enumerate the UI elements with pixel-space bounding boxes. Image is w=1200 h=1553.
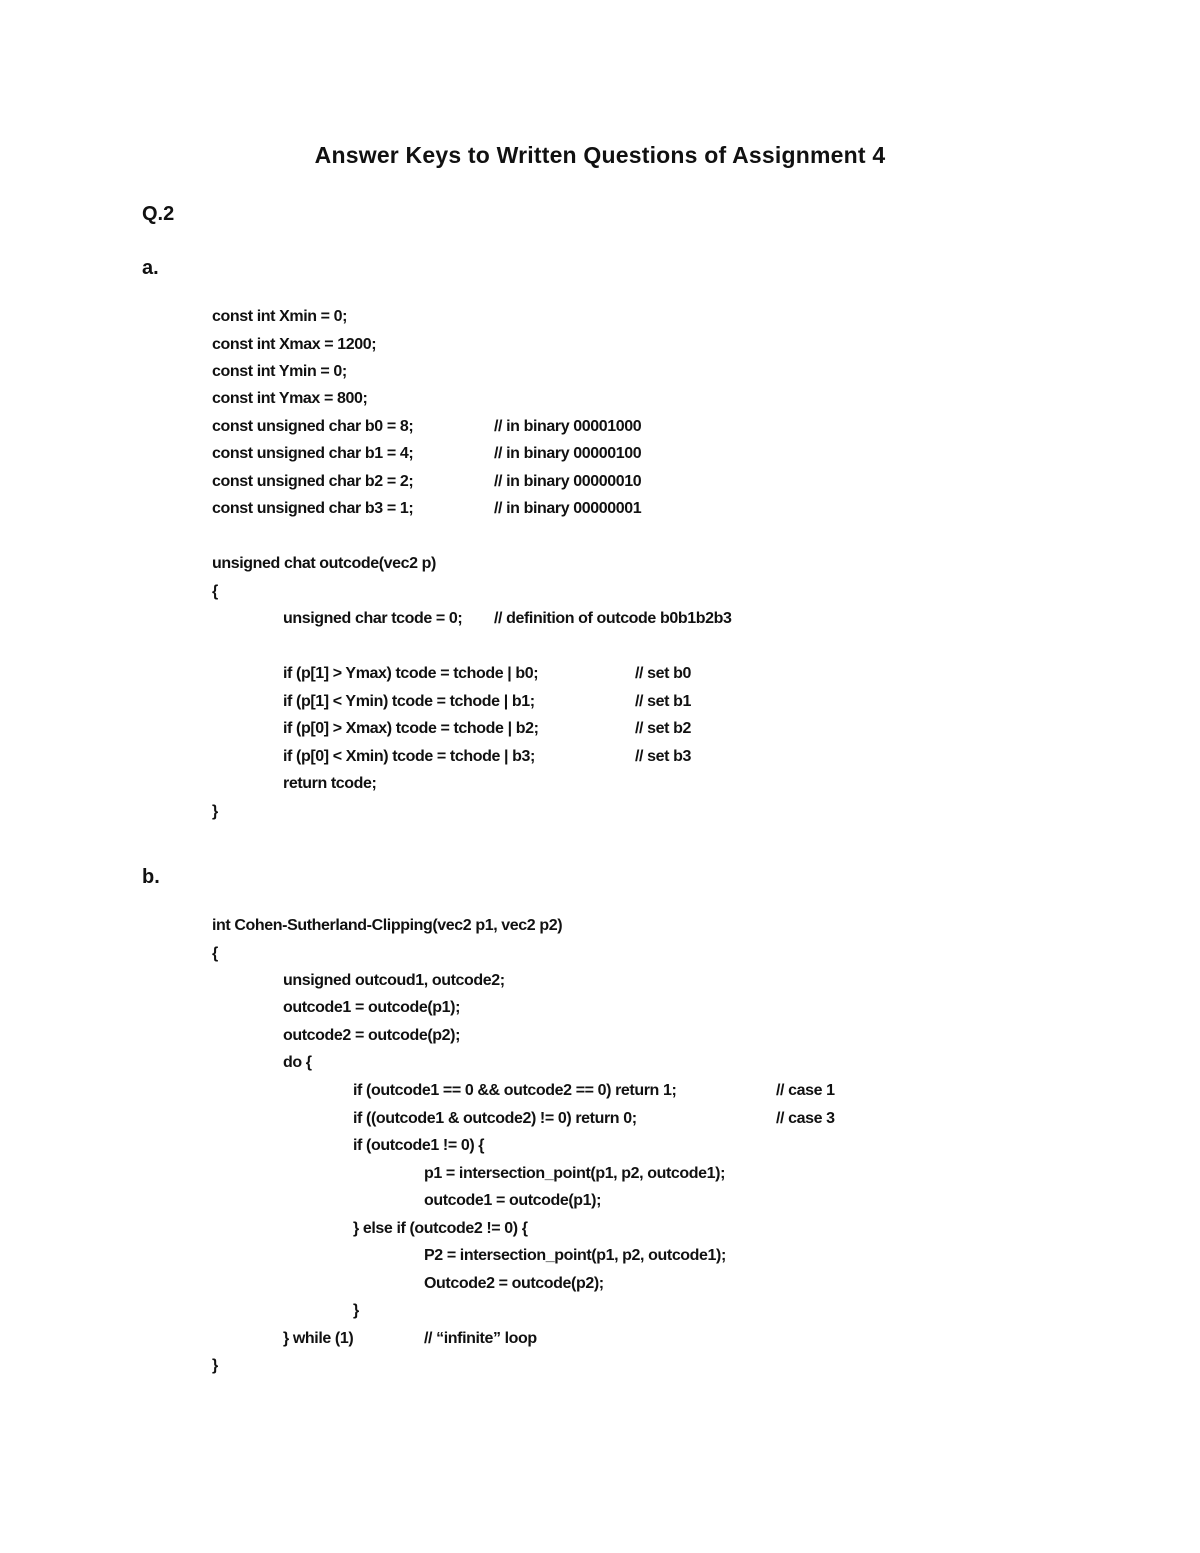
code-line: if (p[1] < Ymin) tcode = tchode | b1;: [283, 693, 535, 710]
code-line: do {: [283, 1054, 312, 1071]
code-comment: // in binary 00000100: [494, 445, 642, 462]
code-line: if (p[0] > Xmax) tcode = tchode | b2;: [283, 720, 539, 737]
code-comment: // in binary 00000010: [494, 473, 642, 490]
code-comment: // case 3: [776, 1110, 835, 1127]
code-line: if (outcode1 != 0) {: [353, 1137, 485, 1154]
code-comment: // set b2: [635, 720, 691, 737]
code-line: if ((outcode1 & outcode2) != 0) return 0;: [353, 1110, 637, 1127]
code-line: unsigned char tcode = 0;: [283, 610, 463, 627]
code-line: if (outcode1 == 0 && outcode2 == 0) return 1;: [353, 1082, 677, 1099]
code-line: const unsigned char b0 = 8;: [212, 418, 414, 435]
document-title: Answer Keys to Written Questions of Assignment 4: [314, 142, 886, 168]
code-line: }: [212, 803, 218, 820]
code-line: if (p[0] < Xmin) tcode = tchode | b3;: [283, 748, 535, 765]
part-b-label: b.: [142, 866, 160, 888]
code-line: const int Ymax = 800;: [212, 390, 368, 407]
code-line: const int Ymin = 0;: [212, 363, 347, 380]
code-line: const int Xmin = 0;: [212, 308, 348, 325]
code-line: outcode2 = outcode(p2);: [283, 1027, 461, 1044]
code-line: const int Xmax = 1200;: [212, 336, 377, 353]
code-line: unsigned outcoud1, outcode2;: [283, 972, 505, 989]
code-comment: // case 1: [776, 1082, 835, 1099]
code-line: const unsigned char b3 = 1;: [212, 500, 414, 517]
code-comment: // definition of outcode b0b1b2b3: [494, 610, 732, 627]
code-line: outcode1 = outcode(p1);: [283, 999, 461, 1016]
code-line: const unsigned char b1 = 4;: [212, 445, 414, 462]
code-line: } else if (outcode2 != 0) {: [353, 1220, 528, 1237]
code-comment: // set b3: [635, 748, 691, 765]
code-line: if (p[1] > Ymax) tcode = tchode | b0;: [283, 665, 539, 682]
part-a-label: a.: [142, 257, 159, 279]
code-line: int Cohen-Sutherland-Clipping(vec2 p1, vec2 p2): [212, 917, 563, 934]
code-comment: // in binary 00000001: [494, 500, 642, 517]
code-line: {: [212, 945, 218, 962]
code-comment: // set b0: [635, 665, 691, 682]
code-line: unsigned chat outcode(vec2 p): [212, 555, 436, 572]
code-line: } while (1): [283, 1330, 354, 1347]
code-comment: // in binary 00001000: [494, 418, 642, 435]
code-line: outcode1 = outcode(p1);: [424, 1192, 602, 1209]
code-line: P2 = intersection_point(p1, p2, outcode1);: [424, 1247, 726, 1264]
code-line: }: [212, 1357, 218, 1374]
code-line: }: [353, 1302, 359, 1319]
code-line: Outcode2 = outcode(p2);: [424, 1275, 604, 1292]
question-label: Q.2: [142, 203, 175, 225]
code-comment: // set b1: [635, 693, 691, 710]
code-line: p1 = intersection_point(p1, p2, outcode1);: [424, 1165, 726, 1182]
code-line: return tcode;: [283, 775, 377, 792]
code-line: {: [212, 583, 218, 600]
code-comment: // “infinite” loop: [424, 1330, 537, 1347]
code-line: const unsigned char b2 = 2;: [212, 473, 414, 490]
